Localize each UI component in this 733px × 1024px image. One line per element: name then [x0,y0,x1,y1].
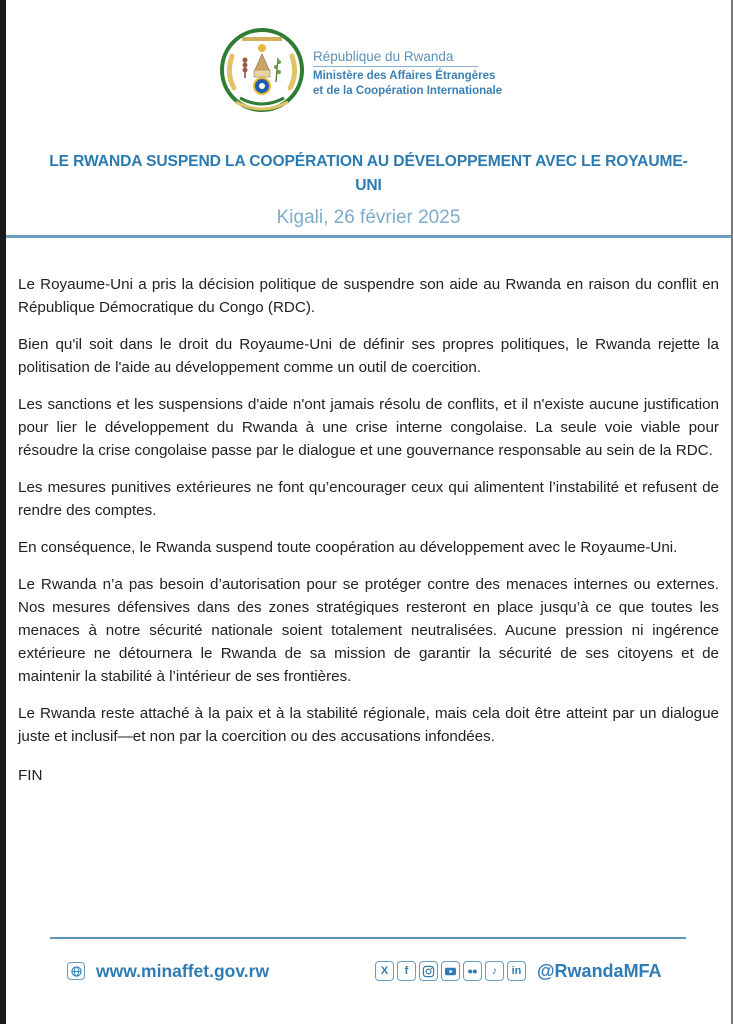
paragraph: Les mesures punitives extérieures ne font qu’encourager ceux qui alimentent l’instabilité et refusent de rendre des comptes. [18,479,719,519]
globe-icon [67,962,85,980]
paragraph: En conséquence, le Rwanda suspend toute coopération au développement avec le Royaume-Uni. [18,539,678,556]
paragraph: Les sanctions et les suspensions d'aide n'ont jamais résolu de conflits, et il n'existe aucune justification pour lier le développement du Rwanda à une crise interne congolaise. La seule voie viable pour résoudre la crise congolaise passe par le dialogue et une gouvernance responsable au sein de la RDC. [18,396,719,459]
ministry-header [313,48,502,99]
title-line-2: UNI [355,177,382,194]
flickr-icon[interactable] [463,961,482,981]
header-divider [313,66,478,67]
social-icons [375,961,526,981]
ministry-name-line1: Ministère des Affaires Étrangères [313,70,496,82]
dateline: Kigali, 26 février 2025 [276,207,461,228]
x-icon[interactable]: X [375,961,394,981]
footer-rule [50,937,686,939]
rwanda-emblem-logo [218,26,306,116]
youtube-icon[interactable] [441,961,460,981]
republic-label: République du Rwanda [313,49,454,64]
instagram-icon[interactable] [419,961,438,981]
paragraph: Bien qu'il soit dans le droit du Royaume-Uni de définir ses propres politiques, le Rwanda rejette la politisation de l'aide au développement comme un outil de coercition. [18,336,719,376]
tiktok-icon[interactable]: ♪ [485,961,504,981]
paragraph: Le Rwanda n’a pas besoin d’autorisation pour se protéger contre des menaces internes ou externes. Nos mesures défensives dans des zones stratégiques resteront en place jusqu’à ce que toutes les menaces à notre sécurité nationale soient totalement neutralisées. Aucune pression ni ingérence extérieure ne détournera le Rwanda de sa mission de garantir la sécurité de ses citoyens et de maintenir la stabilité à l’intérieur de ses frontières. [18,576,719,685]
paragraph: Le Rwanda reste attaché à la paix et à la stabilité régionale, mais cela doit être atteint par un dialogue juste et inclusif—et non par la coercition ou des accusations infondées. [18,705,719,745]
title-line-1: LE RWANDA SUSPEND LA COOPÉRATION AU DÉVELOPPEMENT AVEC LE ROYAUME- [49,153,688,170]
linkedin-icon[interactable]: in [507,961,526,981]
website-link[interactable]: www.minaffet.gov.rw [96,961,270,981]
header-rule [6,235,731,238]
facebook-icon[interactable]: f [397,961,416,981]
end-marker: FIN [18,767,43,784]
footer [0,958,733,984]
social-handle[interactable]: @RwandaMFA [537,961,662,981]
document-body [18,273,719,801]
document-title [6,150,731,198]
paragraph: Le Royaume-Uni a pris la décision politique de suspendre son aide au Rwanda en raison du conflit en République Démocratique du Congo (RDC). [18,276,719,316]
ministry-name-line2: et de la Coopération Internationale [313,85,503,97]
